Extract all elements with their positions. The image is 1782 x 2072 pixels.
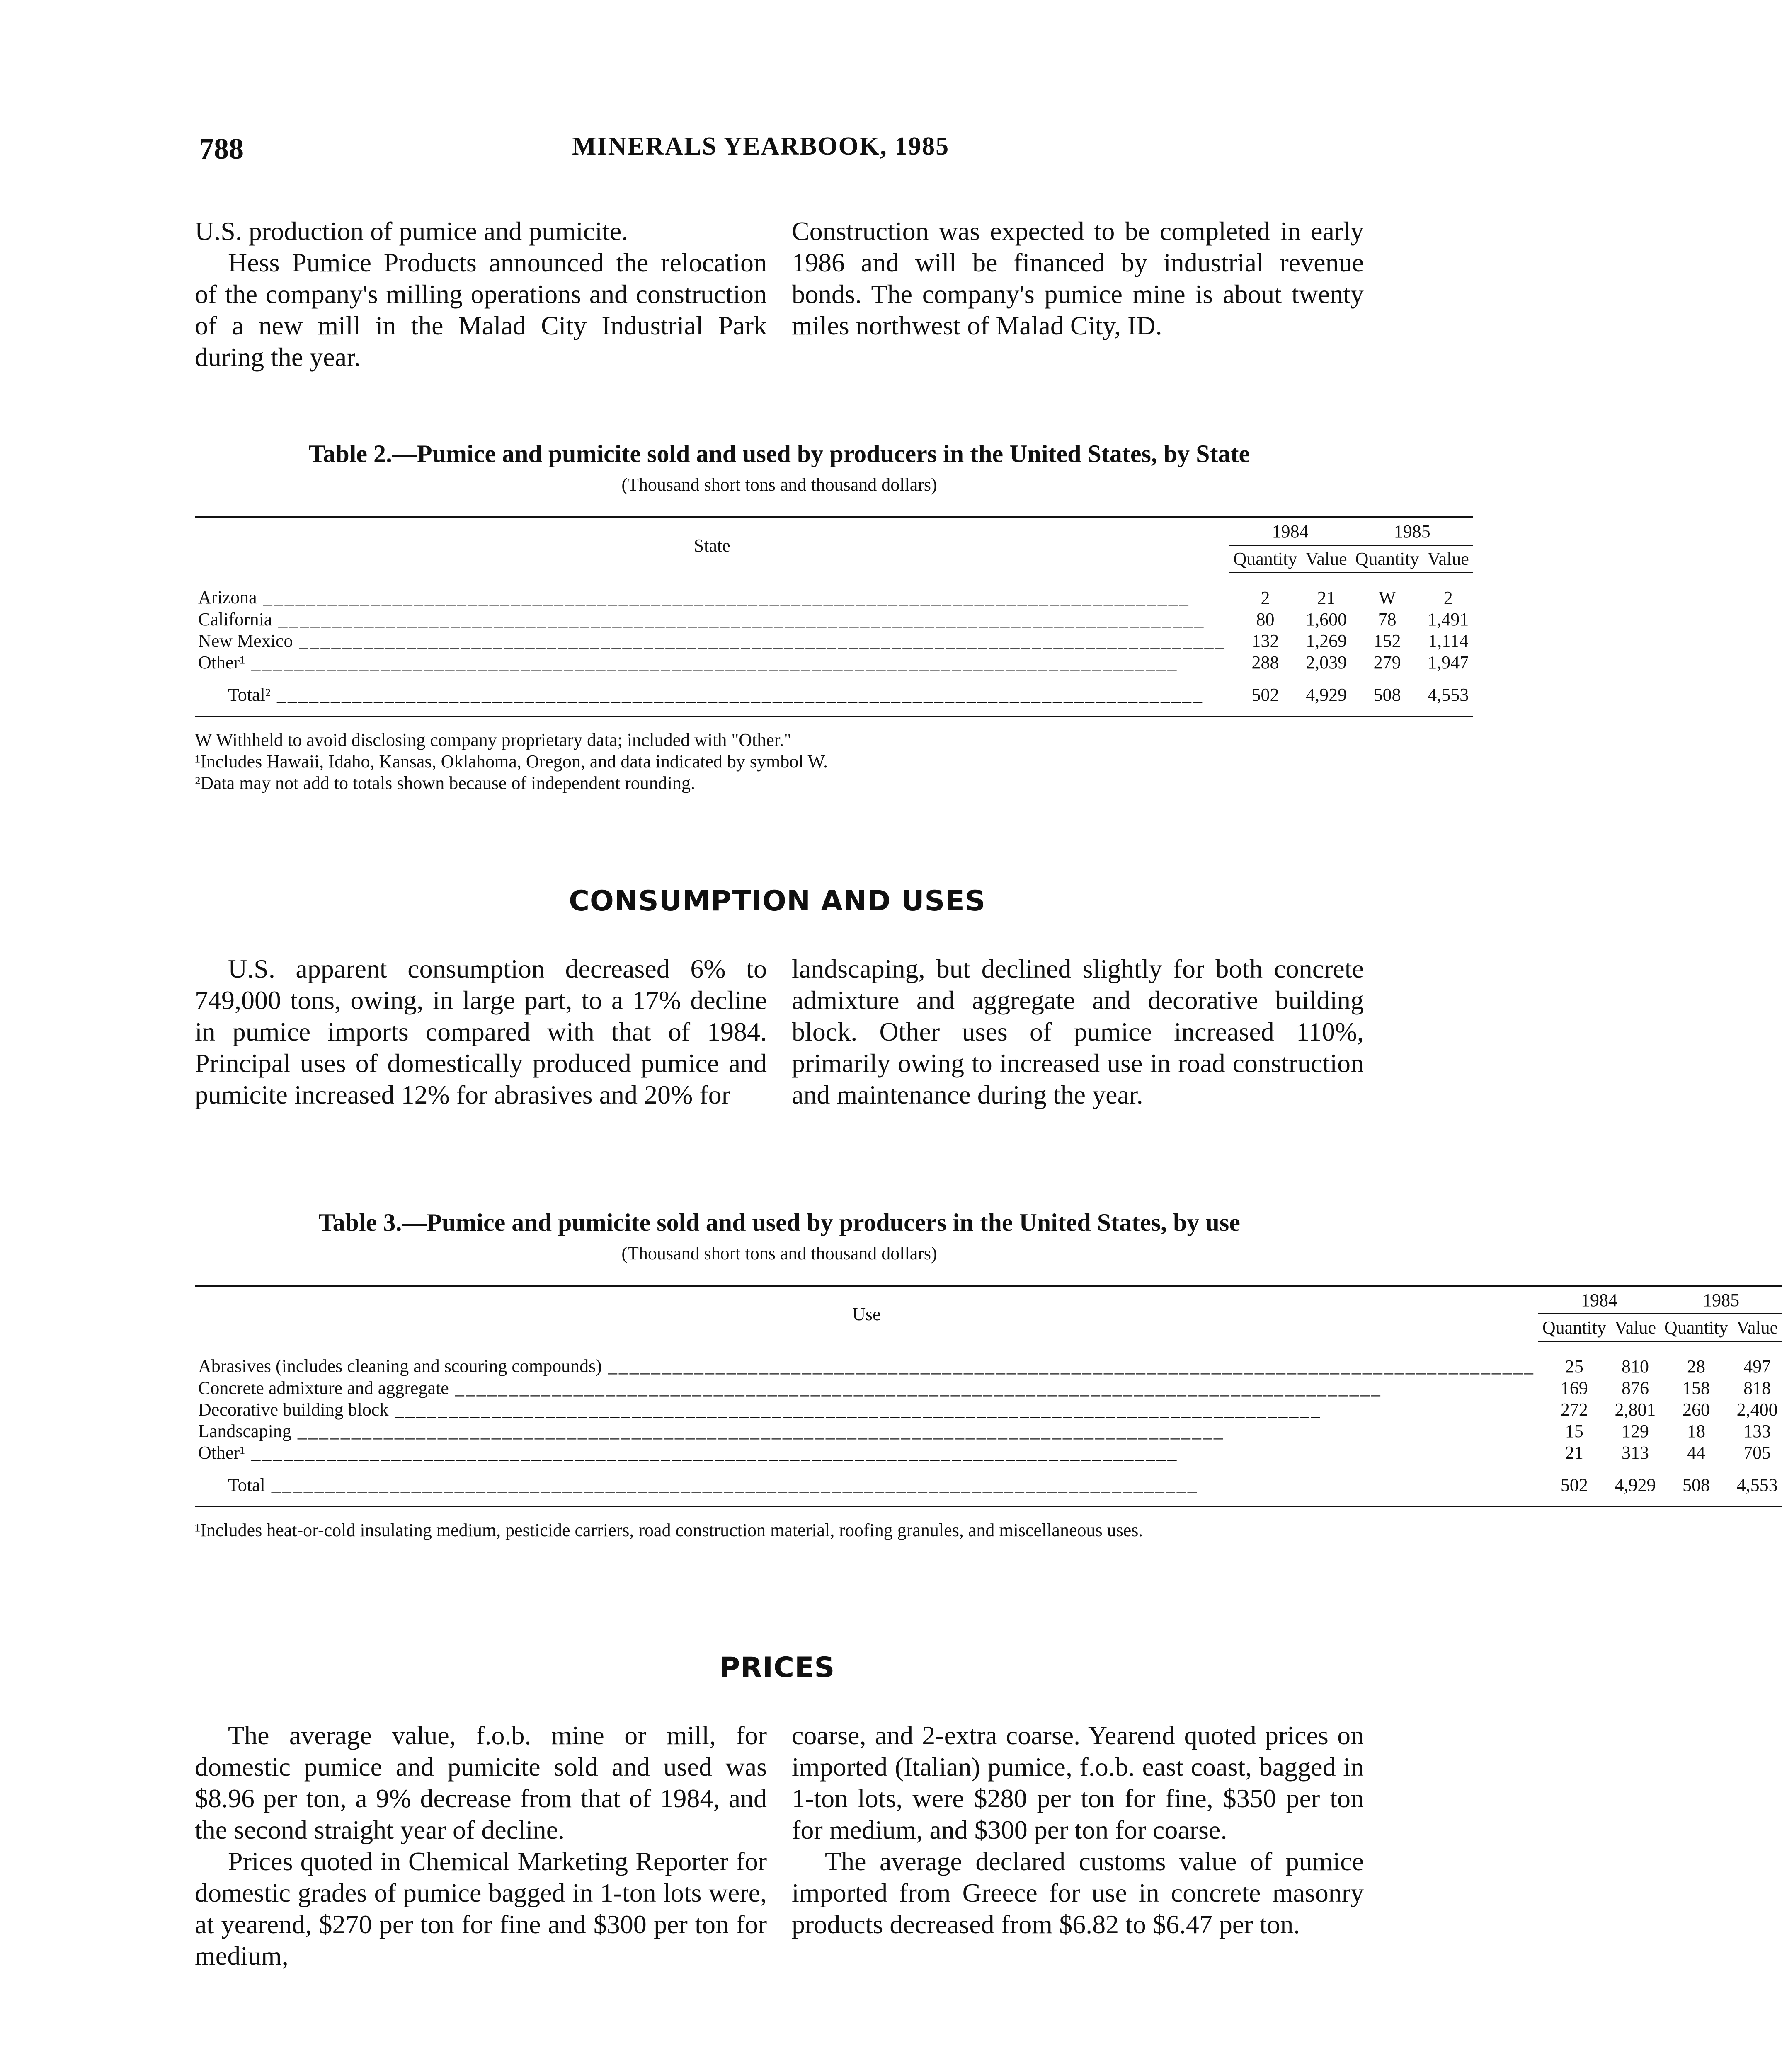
paragraph: Hess Pumice Products announced the relocation of the company's milling operations and construction of a new mill in the Malad City Industrial Park during the year. xyxy=(195,248,767,372)
subheader-quantity: Quantity xyxy=(1538,1314,1610,1341)
table-units: (Thousand short tons and thousand dollars) xyxy=(621,1243,937,1264)
cell: 80 xyxy=(1256,609,1275,629)
subheader-quantity: Quantity xyxy=(1660,1314,1732,1341)
intro-right-column xyxy=(792,215,1364,341)
cell: 133 xyxy=(1743,1421,1771,1441)
row-label: Arizona _____ xyxy=(195,573,1229,609)
cell: 1,269 xyxy=(1306,631,1347,651)
cell: 44 xyxy=(1687,1443,1706,1463)
subheader-quantity: Quantity xyxy=(1229,545,1302,573)
table-row xyxy=(195,1421,1782,1442)
cell: 508 xyxy=(1351,673,1423,716)
paragraph: The average declared customs value of pumice imported from Greece for use in concrete masonry products decreased from $6.82 to $6.47 per ton. xyxy=(792,1847,1364,1939)
cell: 705 xyxy=(1743,1443,1771,1463)
cell: 169 xyxy=(1560,1378,1588,1398)
cell: 18 xyxy=(1687,1421,1706,1441)
cell: 152 xyxy=(1373,631,1401,651)
row-label: Abrasives (includes cleaning and scouring compounds) _____ xyxy=(195,1341,1538,1378)
cell: 260 xyxy=(1683,1399,1710,1420)
cell: 4,929 xyxy=(1610,1464,1660,1507)
row-label: Other¹ _____ xyxy=(195,1442,1538,1464)
subheader-value: Value xyxy=(1610,1314,1660,1341)
table-row xyxy=(195,1442,1782,1464)
prices-left-column xyxy=(195,1720,767,1972)
cell: 2,039 xyxy=(1306,652,1347,673)
prices-text xyxy=(195,1720,1364,2010)
table-row xyxy=(195,609,1473,630)
page-number: 788 xyxy=(199,132,244,165)
table-row xyxy=(195,652,1473,673)
cell: 2 xyxy=(1443,588,1453,608)
table-3 xyxy=(195,1208,1778,1541)
paragraph: coarse, and 2-extra coarse. Yearend quoted prices on imported (Italian) pumice, f.o.b. east coast, bagged in 1-ton lots, were $280 per ton for fine, $350 per ton for medium, and $300 per ton for coarse. xyxy=(792,1721,1364,1844)
table-footnotes xyxy=(195,729,1364,794)
footnote: ¹Includes Hawaii, Idaho, Kansas, Oklahoma, Oregon, and data indicated by symbol W. xyxy=(195,751,828,772)
table-row xyxy=(195,1341,1782,1378)
table-row xyxy=(195,573,1473,609)
footnote: W Withheld to avoid disclosing company proprietary data; included with "Other." xyxy=(195,730,792,750)
cell: 25 xyxy=(1565,1356,1583,1377)
cell: 2,801 xyxy=(1615,1399,1656,1420)
row-label: Landscaping _____ xyxy=(195,1421,1538,1442)
paragraph: The average value, f.o.b. mine or mill, for domestic pumice and pumicite sold and used was $8.96 per ton, a 9% decrease from that of 1984, and the second straight year of decline. xyxy=(195,1721,767,1844)
paragraph: landscaping, but declined slightly for both concrete admixture and aggregate and decorative building block. Other uses of pumice increased 110%, primarily owing to increased use in road construction and maintenance during the year. xyxy=(792,954,1364,1109)
subheader-quantity: Quantity xyxy=(1351,545,1423,573)
row-label: Concrete admixture and aggregate _____ xyxy=(195,1377,1538,1399)
paragraph: U.S. apparent consumption decreased 6% to 749,000 tons, owing, in large part, to a 17% decline in pumice imports compared with that of 1984. Principal uses of domestically produced pumice and pumicite increased 12% for abrasives and 20% for xyxy=(195,954,767,1109)
year-header: 1984 xyxy=(1229,517,1351,545)
data-table xyxy=(195,516,1473,717)
journal-title: MINERALS YEARBOOK, 1985 xyxy=(572,132,950,160)
paragraph: Prices quoted in Chemical Marketing Reporter for domestic grades of pumice bagged in 1-ton lots were, at yearend, $270 per ton for fine and $300 per ton for medium, xyxy=(195,1847,767,1970)
subheader-value: Value xyxy=(1423,545,1473,573)
total-row xyxy=(195,673,1473,716)
column-header-state: State xyxy=(195,517,1229,573)
cell: 279 xyxy=(1373,652,1401,673)
cell: 2,400 xyxy=(1736,1399,1778,1420)
paragraph: U.S. production of pumice and pumicite. xyxy=(195,216,628,246)
column-header-use: Use xyxy=(195,1286,1538,1341)
table-footnotes xyxy=(195,1520,1364,1541)
table-row xyxy=(195,1399,1782,1421)
cell: 4,553 xyxy=(1732,1464,1782,1507)
cell: 497 xyxy=(1743,1356,1771,1377)
subheader-value: Value xyxy=(1301,545,1351,573)
cell: 21 xyxy=(1565,1443,1583,1463)
cell: 313 xyxy=(1621,1443,1649,1463)
cell: 502 xyxy=(1229,673,1302,716)
intro-left-column xyxy=(195,215,767,373)
row-label: Total _____ xyxy=(195,1464,1538,1507)
cell: 502 xyxy=(1538,1464,1610,1507)
prices-right-column xyxy=(792,1720,1364,1940)
cell: 21 xyxy=(1317,588,1336,608)
cell: 508 xyxy=(1660,1464,1732,1507)
year-header: 1985 xyxy=(1351,517,1473,545)
consumption-left-column xyxy=(195,953,767,1111)
table-row xyxy=(195,1377,1782,1399)
footnote: ²Data may not add to totals shown because of independent rounding. xyxy=(195,773,696,793)
cell: 132 xyxy=(1251,631,1279,651)
row-label: Total² _____ xyxy=(195,673,1229,716)
consumption-right-column xyxy=(792,953,1364,1111)
row-label: Other¹ _____ xyxy=(195,652,1229,673)
total-row xyxy=(195,1464,1782,1507)
cell: 1,491 xyxy=(1428,609,1469,629)
intro-text xyxy=(195,215,1364,381)
paragraph: Construction was expected to be completed in early 1986 and will be financed by industrial revenue bonds. The company's pumice mine is about twenty miles northwest of Malad City, ID. xyxy=(792,216,1364,340)
cell: 158 xyxy=(1683,1378,1710,1398)
section-heading: CONSUMPTION AND USES xyxy=(569,885,986,917)
cell: 272 xyxy=(1560,1399,1588,1420)
year-header: 1984 xyxy=(1538,1286,1660,1314)
table-units: (Thousand short tons and thousand dollars) xyxy=(621,474,937,495)
table-2 xyxy=(195,439,1469,794)
year-header: 1985 xyxy=(1660,1286,1782,1314)
data-table xyxy=(195,1285,1782,1507)
consumption-text xyxy=(195,953,1364,1152)
cell: 1,600 xyxy=(1306,609,1347,629)
table-row xyxy=(195,630,1473,652)
cell: 1,947 xyxy=(1428,652,1469,673)
cell: 818 xyxy=(1743,1378,1771,1398)
row-label: California _____ xyxy=(195,609,1229,630)
cell: 4,553 xyxy=(1423,673,1473,716)
section-heading: PRICES xyxy=(719,1651,835,1684)
table-title: Table 2.—Pumice and pumicite sold and used by producers in the United States, by State xyxy=(308,440,1250,467)
table-title: Table 3.—Pumice and pumicite sold and used by producers in the United States, by use xyxy=(318,1209,1240,1236)
cell: 288 xyxy=(1251,652,1279,673)
cell: 2 xyxy=(1261,588,1270,608)
cell: 15 xyxy=(1565,1421,1583,1441)
cell: 129 xyxy=(1621,1421,1649,1441)
row-label: New Mexico _____ xyxy=(195,630,1229,652)
cell: 78 xyxy=(1378,609,1397,629)
cell: 876 xyxy=(1621,1378,1649,1398)
cell: 28 xyxy=(1687,1356,1706,1377)
running-header xyxy=(199,132,1343,169)
subheader-value: Value xyxy=(1732,1314,1782,1341)
row-label: Decorative building block _____ xyxy=(195,1399,1538,1421)
cell: 810 xyxy=(1621,1356,1649,1377)
footnote: ¹Includes heat-or-cold insulating medium, pesticide carriers, road construction material, roofing granules, and miscellaneous uses. xyxy=(195,1520,1143,1540)
cell: 1,114 xyxy=(1428,631,1469,651)
cell: W xyxy=(1378,588,1396,608)
cell: 4,929 xyxy=(1301,673,1351,716)
